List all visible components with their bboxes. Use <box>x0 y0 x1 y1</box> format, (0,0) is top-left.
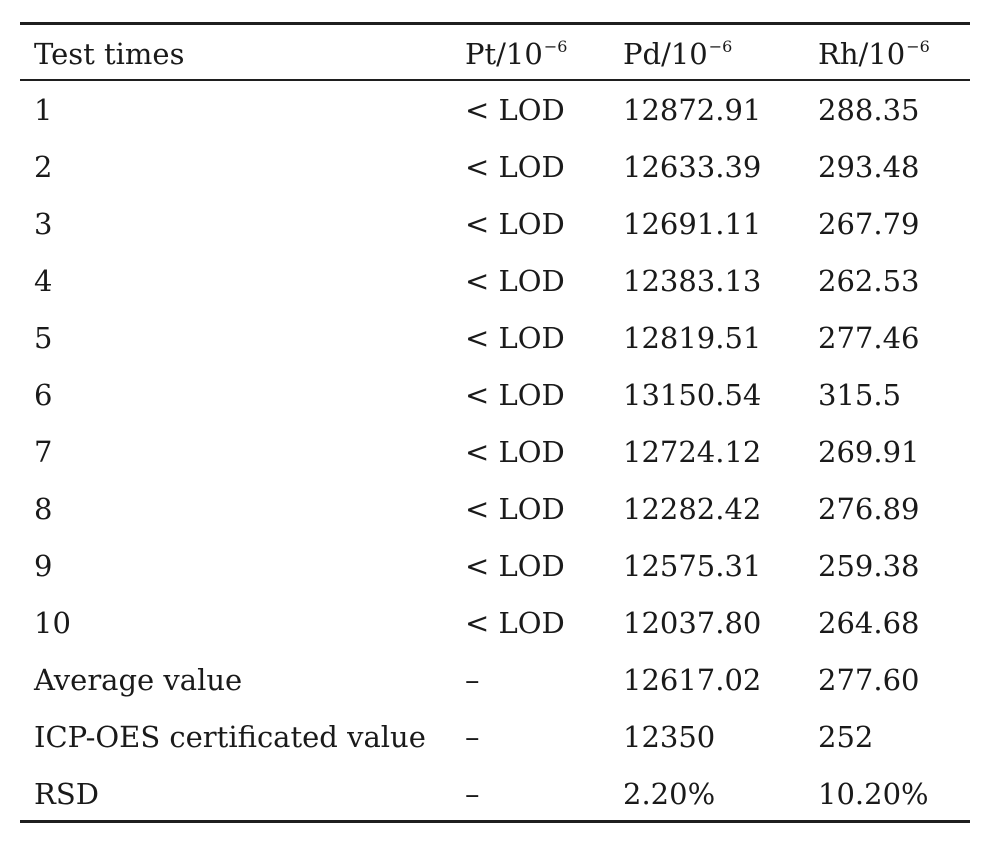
cell-test-times: 9 <box>34 549 53 583</box>
cell-pt: < LOD <box>465 435 565 469</box>
cell-rh: 277.60 <box>818 663 920 697</box>
cell-test-times: 1 <box>34 93 53 127</box>
table-row <box>0 538 989 595</box>
cell-pt: < LOD <box>465 549 565 583</box>
table-row <box>0 367 989 424</box>
cell-pd: 12617.02 <box>623 663 762 697</box>
table-row <box>0 139 989 196</box>
cell-test-times: 10 <box>34 606 71 640</box>
table-row <box>0 253 989 310</box>
table-row <box>0 196 989 253</box>
cell-rh: 262.53 <box>818 264 920 298</box>
header-pt-label: Pt/10 <box>465 37 543 71</box>
table-header-row <box>0 25 989 79</box>
cell-pd: 13150.54 <box>623 378 762 412</box>
cell-pt: < LOD <box>465 606 565 640</box>
cell-pt: < LOD <box>465 150 565 184</box>
cell-test-times: 8 <box>34 492 53 526</box>
cell-pt: – <box>465 720 480 754</box>
cell-pd: 12282.42 <box>623 492 762 526</box>
cell-pd: 12872.91 <box>623 93 762 127</box>
table-row <box>0 82 989 139</box>
cell-pt: < LOD <box>465 378 565 412</box>
cell-rh: 293.48 <box>818 150 920 184</box>
table-header-rule <box>20 79 970 81</box>
cell-pt: < LOD <box>465 207 565 241</box>
cell-pd: 2.20% <box>623 777 716 811</box>
cell-pd: 12037.80 <box>623 606 762 640</box>
cell-pt: < LOD <box>465 93 565 127</box>
header-rh-label: Rh/10 <box>818 37 906 71</box>
cell-rh: 259.38 <box>818 549 920 583</box>
cell-test-times: Average value <box>34 663 243 697</box>
cell-rh: 267.79 <box>818 207 920 241</box>
header-pd-exponent: −6 <box>708 37 733 56</box>
cell-pt: < LOD <box>465 264 565 298</box>
cell-pt: – <box>465 777 480 811</box>
cell-pd: 12724.12 <box>623 435 762 469</box>
cell-test-times: ICP-OES certificated value <box>34 720 426 754</box>
cell-rh: 315.5 <box>818 378 902 412</box>
cell-test-times: RSD <box>34 777 99 811</box>
cell-test-times: 5 <box>34 321 53 355</box>
header-rh <box>818 25 930 79</box>
cell-pt: – <box>465 663 480 697</box>
cell-rh: 288.35 <box>818 93 920 127</box>
cell-pd: 12350 <box>623 720 716 754</box>
header-pt-exponent: −6 <box>543 37 568 56</box>
cell-pt: < LOD <box>465 321 565 355</box>
table-row <box>0 595 989 652</box>
cell-pd: 12575.31 <box>623 549 762 583</box>
cell-pt: < LOD <box>465 492 565 526</box>
table-row <box>0 310 989 367</box>
cell-rh: 10.20% <box>818 777 929 811</box>
cell-rh: 269.91 <box>818 435 920 469</box>
cell-pd: 12633.39 <box>623 150 762 184</box>
header-pd <box>623 25 732 79</box>
cell-rh: 276.89 <box>818 492 920 526</box>
cell-pd: 12819.51 <box>623 321 762 355</box>
cell-pd: 12691.11 <box>623 207 762 241</box>
cell-test-times: 6 <box>34 378 53 412</box>
table-row-average <box>0 652 989 709</box>
cell-rh: 277.46 <box>818 321 920 355</box>
cell-test-times: 7 <box>34 435 53 469</box>
cell-test-times: 4 <box>34 264 53 298</box>
cell-rh: 252 <box>818 720 874 754</box>
table-bottom-rule <box>20 820 970 823</box>
header-pd-label: Pd/10 <box>623 37 708 71</box>
header-rh-exponent: −6 <box>906 37 930 56</box>
header-pt <box>465 25 567 79</box>
cell-rh: 264.68 <box>818 606 920 640</box>
header-test-times-label: Test times <box>34 37 185 71</box>
header-test-times <box>34 25 184 79</box>
table-row <box>0 424 989 481</box>
table-row-rsd <box>0 766 989 823</box>
table-row-certificated <box>0 709 989 766</box>
cell-test-times: 3 <box>34 207 53 241</box>
cell-pd: 12383.13 <box>623 264 762 298</box>
cell-test-times: 2 <box>34 150 53 184</box>
table-row <box>0 481 989 538</box>
